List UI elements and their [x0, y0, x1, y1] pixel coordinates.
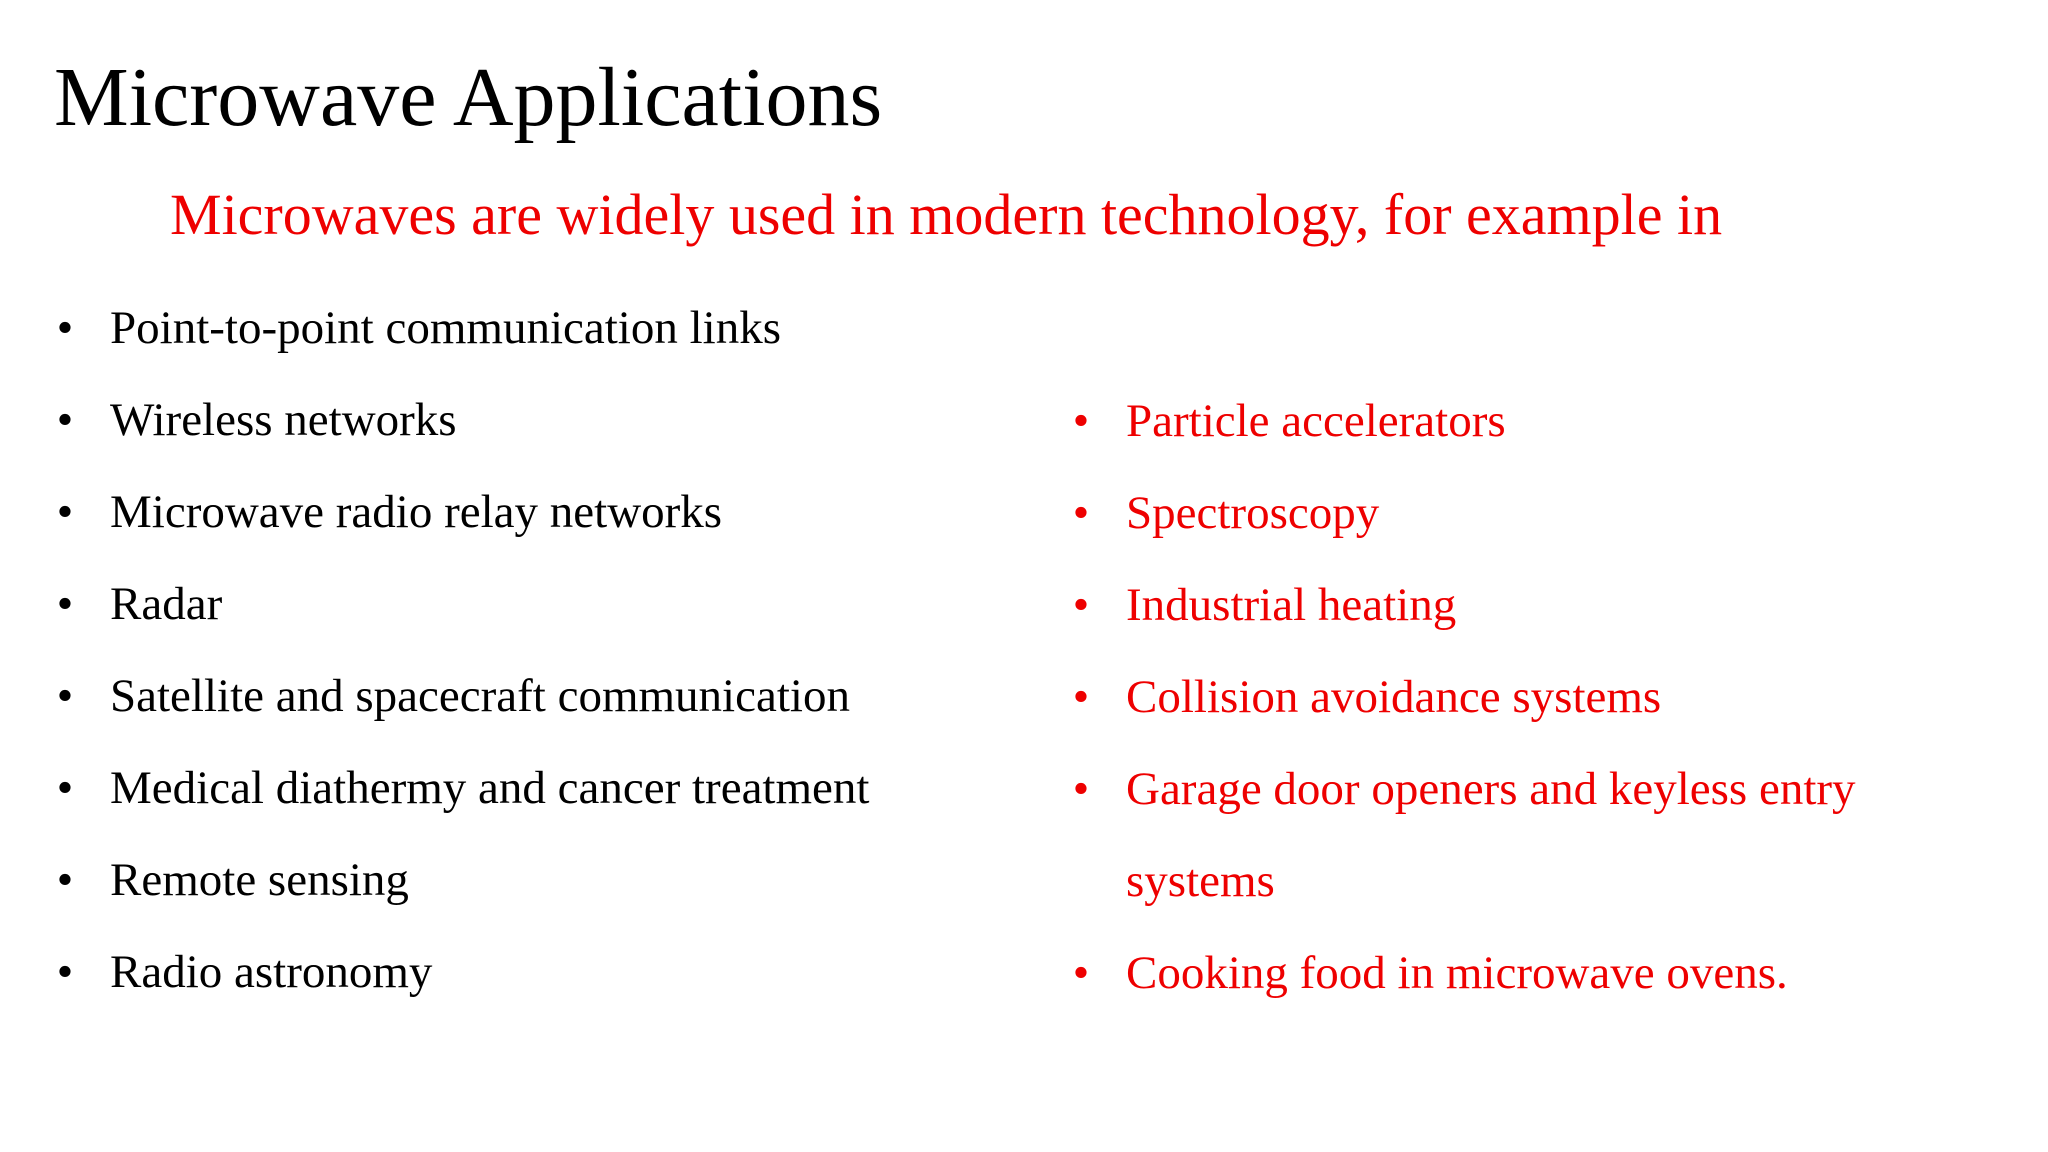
- list-item-text: Radio astronomy: [110, 946, 433, 998]
- left-bullet-list: [50, 282, 1050, 1018]
- bullet-icon: •: [1072, 947, 1090, 999]
- bullet-icon: •: [56, 854, 74, 906]
- list-item-text: Point-to-point communication links: [110, 302, 782, 354]
- bullet-icon: •: [56, 578, 74, 630]
- bullet-icon: •: [1072, 579, 1090, 631]
- list-item: [50, 926, 1050, 1018]
- bullet-icon: •: [56, 762, 74, 814]
- list-item: [50, 834, 1050, 926]
- list-item-text: Wireless networks: [110, 394, 457, 446]
- list-item: [50, 742, 1050, 834]
- bullet-icon: •: [56, 946, 74, 998]
- list-item-text: Collision avoidance systems: [1126, 671, 1662, 723]
- list-item: [50, 466, 1050, 558]
- list-item: [50, 374, 1050, 466]
- bullet-icon: •: [56, 670, 74, 722]
- right-bullet-list: [1066, 375, 2016, 1019]
- list-item-text: Particle accelerators: [1126, 395, 1506, 447]
- list-item: [1066, 651, 2016, 743]
- bullet-icon: •: [1072, 763, 1090, 815]
- bullet-icon: •: [1072, 487, 1090, 539]
- list-item: [50, 650, 1050, 742]
- list-item: [50, 558, 1050, 650]
- list-item-text: Industrial heating: [1126, 579, 1457, 631]
- list-item: [50, 282, 1050, 374]
- list-item-text: Remote sensing: [110, 854, 409, 906]
- list-item-text: Microwave radio relay networks: [110, 486, 723, 538]
- list-item: [1066, 927, 2016, 1019]
- bullet-icon: •: [1072, 671, 1090, 723]
- bullet-icon: •: [1072, 395, 1090, 447]
- list-item-text: Satellite and spacecraft communication: [110, 670, 850, 722]
- list-item: [1066, 375, 2016, 467]
- list-item-text: Spectroscopy: [1126, 487, 1380, 539]
- list-item-text: Radar: [110, 578, 223, 630]
- list-item: [1066, 467, 2016, 559]
- slide-subtitle: Microwaves are widely used in modern technology, for example in: [170, 182, 1723, 247]
- bullet-icon: •: [56, 302, 74, 354]
- list-item: [1066, 743, 2016, 927]
- list-item-text: Medical diathermy and cancer treatment: [110, 762, 870, 814]
- bullet-icon: •: [56, 486, 74, 538]
- slide-title: Microwave Applications: [54, 51, 883, 144]
- bullet-icon: •: [56, 394, 74, 446]
- list-item-text: Garage door openers and keyless entry systems: [1126, 763, 1856, 907]
- list-item-text: Cooking food in microwave ovens.: [1126, 947, 1788, 999]
- list-item: [1066, 559, 2016, 651]
